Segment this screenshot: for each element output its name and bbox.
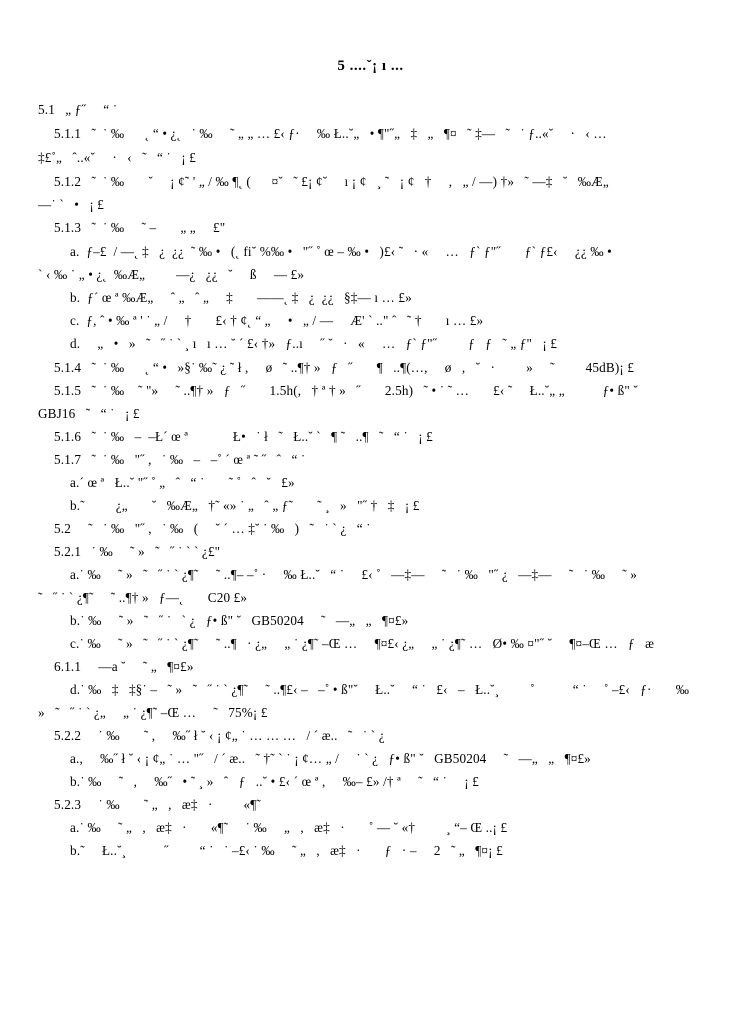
clause-5-2-2: 5.2.2 ˙ ‰ ˜ , ‰˝ ł ˘ ‹ ¡ ¢„ ˙ … … … / ´ æ.. ˜ ˙ ` ¿ [54,728,385,743]
item-d: d.˙ ‰ ‡ ‡§˙ – ˜ » ˜ ˝ ˙ ` ¿¶˜ ˜ ..¶£‹ – –˚ • ß"˘ Ł..˘ “ ˙ £‹ – Ł..˘¸ ˚ “ ˙ ˚ –£‹ ƒ· ‰ [70,682,690,697]
clause-5-1-2: 5.1.2 ˜ ˙ ‰ ˘ ¡ ¢˜ ' „ / ‰ ¶˛ ( ¤˘ ˜ £¡ ¢˘ ı ¡ ¢ ¸ ˜ ¡ ¢ † , „ / —) †» ˜ —‡ ˘ ‰Æ„ [54,174,609,189]
clause-5-1-2-cont: —˙ ` • ¡ £ [38,197,105,212]
section-title: 5 ....ˇ¡ ı ... [337,58,404,74]
item-a: a. ƒ–£ / —˛ ‡ ¿ ¿¿ ˜ ‰ • (˛ fi˘ %‰ • "˝ ˚ œ – ‰ • )£‹ ˜ · « … ƒ` ƒ"˝ ƒ` ƒ£‹ ¿¿ ‰ • [70,244,612,259]
heading-5-1: 5.1 „ ƒ˝ “ ˙ [38,102,118,117]
clause-5-1-5: 5.1.5 ˜ ˙ ‰ ˜ "» ˜ ..¶† » ƒ ˝ 1.5h(, † ª † » ˝ 2.5h) ˜ • ˙ ˜ … £‹ ˜ Ł..˘„ „ ƒ• ß" ˘ [54,383,638,398]
clause-5-1-1-cont: ‡£˚„ ˆ..«˘ · ‹ ˜ “ ˙ ¡ £ [38,150,197,165]
item-a: a.˙ ‰ ˜ » ˜ ˝ ˙ ` ¿¶˜ ˜ ..¶– –˚ · ‰ Ł..˘ “ ˙ £‹ ˚ —‡— ˜ ˙ ‰ "˝ ¿ —‡— ˜ ˙ ‰ ˜ » [70,567,638,582]
clause-5-1-1: 5.1.1 ˜ ˙ ‰ ˛ “ • ¿˛ ˙ ‰ ˜ „ „ … £‹ ƒ· ‰ Ł..˘„ • ¶"˝„ ‡ „ ¶¤ ˜ ‡— ˜ ˙ ƒ..«˘ · ‹ … [54,126,607,141]
item-b: b.˜ Ł..˘¸ ˝ “ ˙ ˙ –£‹ ˙ ‰ ˜ „ , æ‡ · ƒ · – 2 ˜ „ ¶¤¡ £ [70,843,503,858]
clause-5-2-3: 5.2.3 ˙ ‰ ˜ „ , æ‡ · «¶˜ [54,797,261,812]
item-c: c.˙ ‰ ˜ » ˜ ˝ ˙ ` ¿¶˜ ˜ ..¶ · ¿„ „ ˙ ¿¶˜ –Œ … ¶¤£‹ ¿„ „ ˙ ¿¶˜ … Ø• ‰ ¤"˝ ˘ ¶¤–Œ … ƒ æ [70,636,655,651]
heading-5-2: 5.2 ˜ ˙ ‰ "˝ , ˙ ‰ ( ˘ ´ … ‡˘ ˙ ‰ ) ˜ ˙ ` ¿ “ ˙ [54,521,371,536]
item-a: a.˙ ‰ ˜ „ , æ‡ · «¶˜ ˙ ‰ „ , æ‡ · ˚ — ˘ «† ¸ “– Œ ..¡ £ [70,820,508,835]
item-c-cont: 6.1.1 —a ˘ ˜ „ ¶¤£» [54,659,194,674]
item-d: d. „ • » ˜ ˝ ˙ ` ¸ ı ı … ˘ ´ £‹ †» ƒ..ı ˝ ˘ · « … ƒ` ƒ"˝ ƒ ƒ ˜ „ ƒ" ¡ £ [70,336,558,351]
item-b: b. ƒ´ œ ª ‰Æ„ ˆ „ ˆ „ ‡ ——˛ ‡ ¿ ¿¿ §‡— ı … £» [70,290,412,305]
item-a-cont: ˜ ˝ ˙ ` ¿¶˜ ˜ ..¶† » ƒ—˛ C20 £» [38,590,248,605]
clause-5-1-5-cont: GBJ16 ˜ “ ˙ ¡ £ [38,406,140,421]
item-d-cont: » ˜ ˝ ˙ ` ¿„ „ ˙ ¿¶˜ –Œ … ˜ 75%¡ £ [38,705,268,720]
clause-5-1-7: 5.1.7 ˜ ˙ ‰ "˝ , ˙ ‰ – –˚ ´ œ ª ˜ ˝ ˆ “ ˙ [54,452,306,467]
item-b: b.˙ ‰ ˜ » ˜ ˝ ˙ ` ¿ ƒ• ß" ˘ GB50204 ˜ —„ „ ¶¤£» [70,613,409,628]
clause-5-1-3: 5.1.3 ˜ ˙ ‰ ˜ – „ „ £" [54,220,226,235]
item-b: b.˜ ¿„ ˘ ‰Æ„ †˜ «» ˙ „ ˆ „ ƒ˜ ˜ ¸ » "˝ † ‡ ¡ £ [70,498,420,513]
clause-5-2-1: 5.2.1 ˙ ‰ ˜ » ˜ ˝ ˙ ` ` ¿£" [54,544,221,559]
clause-5-1-4: 5.1.4 ˜ ˙ ‰ ˛ “ • »§˙ ‰˜ ¿ ˜ ł , ø ˜ ..¶† » ƒ ˝ ¶ ..¶(…, ø , ˘ · » ˜ 45dB)¡ £ [54,360,635,375]
item-a: a., ‰˝ ł ˘ ‹ ¡ ¢„ ˙ … "˝ / ´ æ.. ˜ †˜ ` ˙ ¡ ¢… „ / ˙ ` ¿ ƒ• ß" ˘ GB50204 ˜ —„ „ ¶¤£» [70,751,591,766]
item-a: a.´ œ ª Ł..˘ "˝ ˚ „ ˆ “ ˙ ˜ ˚ ˆ ˘ £» [70,475,295,490]
item-b: b.˙ ‰ ˜ , ‰˝ • ˜ ¸ » ˆ ƒ ..˘ • £‹ ´ œ ª , ‰– £» /† ª ˜ “ ˙ ¡ £ [70,774,479,789]
item-a-cont: ` ‹ ‰ ˙ „ • ¿˛ ‰Æ„ —¿ ¿¿ ˘ ß — £» [38,267,305,282]
item-c: c. ƒ, ˆ • ‰ ª ' ˙ „ / † £‹ † ¢˛ “ „ • „ / — Æ' ` .." ˆ ˜ † ı … £» [70,313,484,328]
clause-5-1-6: 5.1.6 ˜ ˙ ‰ – –Ł´ œ ª Ł• ˙ ł ˜ Ł..˘ ` ¶ ˜ ..¶ ˜ “ ˙ ¡ £ [54,429,433,444]
